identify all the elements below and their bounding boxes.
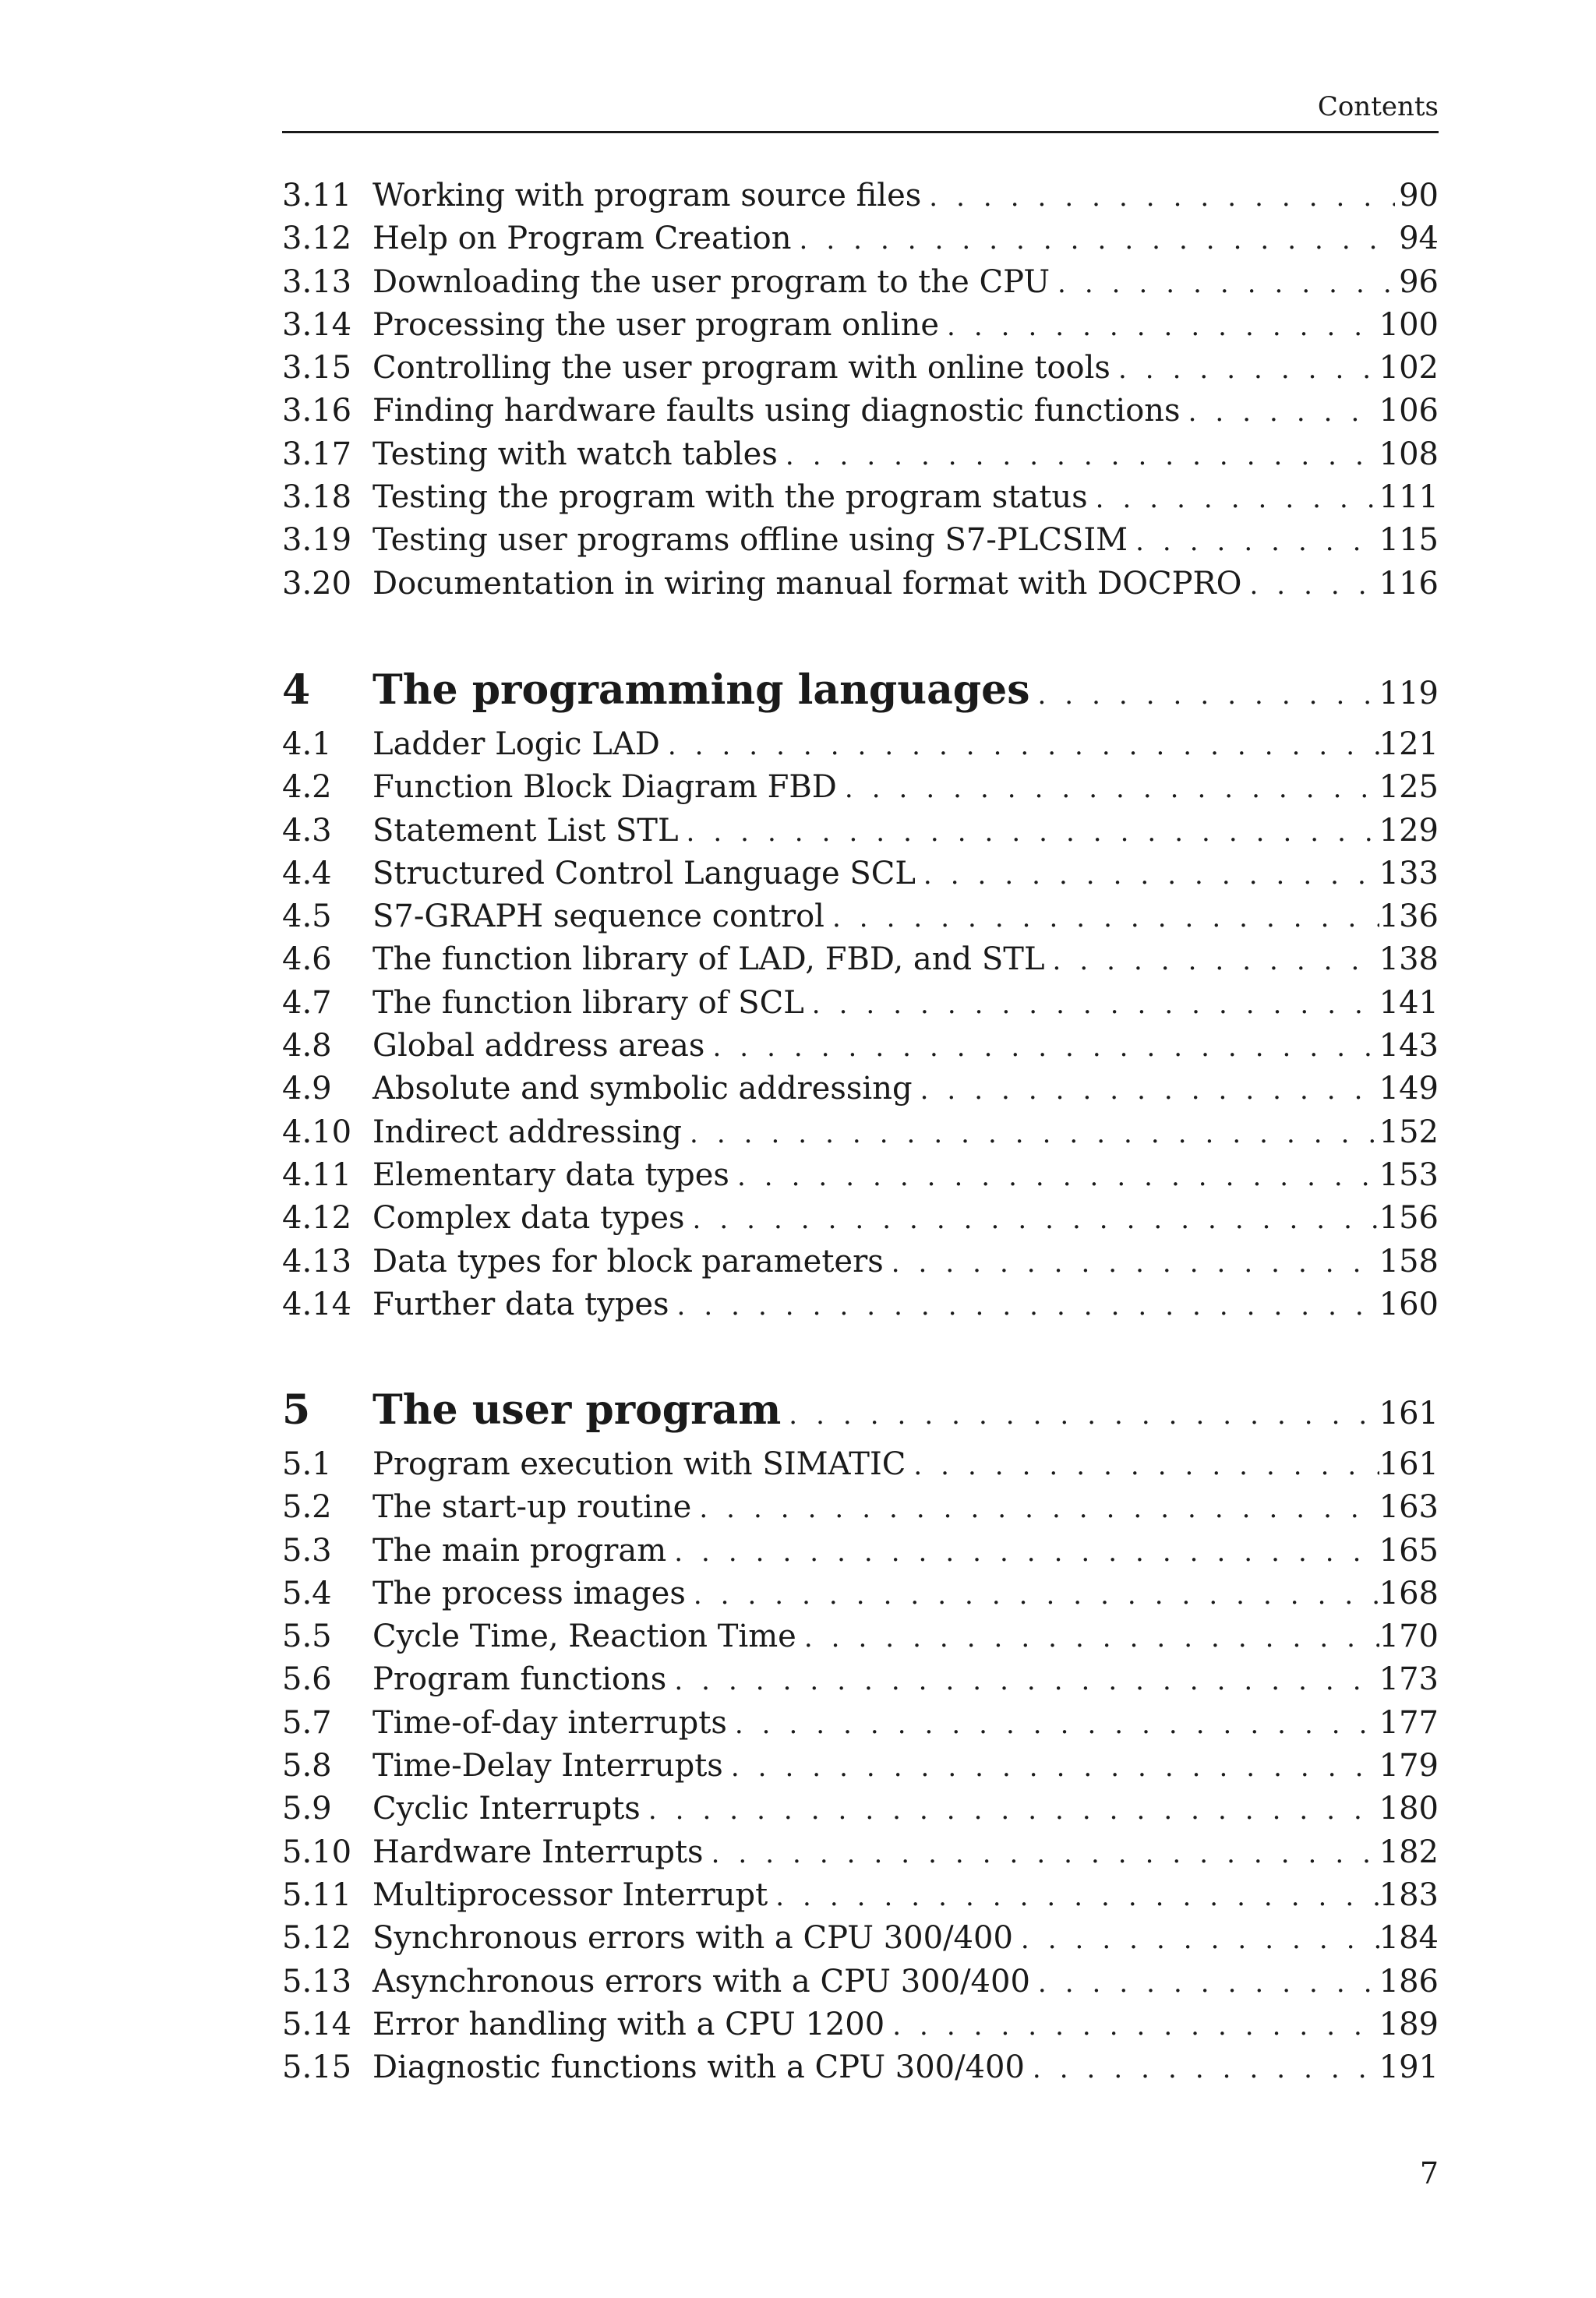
toc-entry[interactable] [282,1241,1439,1283]
section-title: The process images [373,1575,686,1611]
toc-entry[interactable] [282,175,1439,217]
toc-group-chapter-3 [282,175,1439,605]
section-number: 5.4 [282,1575,332,1611]
toc-entry[interactable] [282,1831,1439,1874]
toc-group-chapter-4 [282,723,1439,1326]
dot-leader [913,1445,1379,1486]
section-number: 4.11 [282,1156,352,1193]
section-page-number: 168 [1379,1575,1439,1611]
section-page-number: 94 [1399,221,1439,257]
section-title: Controlling the user program with online tools [373,350,1110,387]
section-number: 5.13 [282,1963,352,2000]
dot-leader [668,725,1379,766]
dot-leader [693,1198,1379,1240]
toc-entry[interactable] [282,766,1439,809]
section-title: The start-up routine [373,1489,692,1526]
chapter-heading-row[interactable] [282,659,1439,722]
section-number: 5.15 [282,2049,352,2086]
toc-entry[interactable] [282,1702,1439,1745]
dot-leader [845,768,1379,809]
dot-leader [832,897,1379,938]
dot-leader [699,1488,1379,1529]
section-page-number: 153 [1379,1156,1439,1193]
dot-leader [1038,1962,1379,2003]
dot-leader [694,1574,1379,1615]
section-title: Asynchronous errors with a CPU 300/400 [373,1963,1030,2000]
section-page-number: 115 [1379,522,1439,559]
section-page-number: 143 [1379,1028,1439,1064]
dot-leader [690,1113,1379,1154]
toc-entry[interactable] [282,1658,1439,1701]
section-number: 3.14 [282,306,352,343]
section-page-number: 100 [1379,306,1439,343]
dot-leader [920,1069,1379,1110]
dot-leader [775,1876,1379,1917]
section-title: Error handling with a CPU 1200 [373,2006,885,2042]
dot-leader [674,1531,1379,1573]
section-page-number: 152 [1379,1114,1439,1150]
dot-leader [1037,664,1379,722]
section-title: Further data types [373,1286,669,1322]
chapter-number: 4 [282,666,311,714]
dot-leader [804,1617,1379,1658]
section-number: 4.5 [282,898,332,935]
section-title: Program functions [373,1661,667,1698]
section-title: Statement List STL [373,812,679,849]
dot-leader [731,1746,1379,1788]
section-title: Structured Control Language SCL [373,855,916,891]
section-title: The function library of LAD, FBD, and STL [373,941,1045,978]
toc-entry[interactable] [282,2003,1439,2046]
toc-entry[interactable] [282,1530,1439,1573]
dot-leader [947,305,1379,347]
chapter-page-number: 161 [1379,1396,1439,1431]
toc-entry[interactable] [282,1745,1439,1788]
dot-leader [687,811,1379,852]
section-page-number: 149 [1379,1071,1439,1107]
dot-leader [711,1833,1379,1874]
section-number: 5.11 [282,1876,352,1913]
section-title: Finding hardware faults using diagnostic functions [373,393,1181,429]
toc-entry[interactable] [282,810,1439,852]
dot-leader [712,1026,1379,1068]
section-page-number: 129 [1379,812,1439,849]
dot-leader [1053,940,1379,981]
section-page-number: 111 [1379,479,1439,516]
section-title: The main program [373,1532,667,1569]
section-page-number: 133 [1379,855,1439,891]
toc-group-chapter-5 [282,1443,1439,2089]
section-number: 5.8 [282,1748,332,1784]
dot-leader [800,219,1395,260]
section-number: 3.19 [282,522,352,559]
section-number: 4.3 [282,812,332,849]
section-page-number: 179 [1379,1748,1439,1784]
section-number: 5.3 [282,1532,332,1569]
section-number: 5.12 [282,1920,352,1957]
toc-entry[interactable] [282,1486,1439,1529]
section-title: Processing the user program online [373,306,940,343]
dot-leader [737,1156,1379,1197]
toc-entry[interactable] [282,390,1439,432]
section-title: Data types for block parameters [373,1243,884,1280]
section-number: 5.9 [282,1791,332,1827]
dot-leader [648,1789,1379,1830]
section-title: Cycle Time, Reaction Time [373,1618,796,1655]
toc-entry[interactable] [282,1961,1439,2003]
section-number: 4.13 [282,1243,352,1280]
toc-entry[interactable] [282,723,1439,766]
section-number: 3.15 [282,350,352,387]
section-page-number: 125 [1379,769,1439,806]
toc-entry[interactable] [282,1197,1439,1240]
chapter-page-number: 119 [1379,676,1439,711]
page-number: 7 [1419,2156,1439,2190]
toc-entry[interactable] [282,261,1439,304]
dot-leader [1188,391,1379,432]
section-number: 4.10 [282,1114,352,1150]
section-title: Elementary data types [373,1156,729,1193]
section-title: Program execution with SIMATIC [373,1446,906,1482]
section-title: Complex data types [373,1200,685,1237]
chapter-title: The user program [373,1386,782,1434]
section-number: 3.16 [282,393,352,429]
section-title: Diagnostic functions with a CPU 300/400 [373,2049,1025,2086]
section-title: Testing with watch tables [373,436,778,472]
section-page-number: 173 [1379,1661,1439,1698]
toc-entry[interactable] [282,1111,1439,1154]
section-number: 5.2 [282,1489,332,1526]
section-title: Help on Program Creation [373,221,792,257]
section-number: 3.20 [282,565,352,602]
section-number: 4.4 [282,855,332,891]
section-page-number: 136 [1379,898,1439,935]
section-page-number: 165 [1379,1532,1439,1569]
section-number: 5.5 [282,1618,332,1655]
dot-leader [1118,348,1379,390]
toc-entry[interactable] [282,1068,1439,1110]
toc-entry[interactable] [282,1788,1439,1830]
toc-entry[interactable] [282,347,1439,390]
toc-entry[interactable] [282,563,1439,605]
toc-chapter-5 [282,1379,1439,1442]
dot-leader [677,1285,1379,1326]
section-title: Testing the program with the program status [373,479,1088,516]
section-number: 4.9 [282,1071,332,1107]
dot-leader [892,1242,1379,1283]
section-number: 5.1 [282,1446,332,1482]
section-title: Absolute and symbolic addressing [373,1071,913,1107]
section-title: Global address areas [373,1028,705,1064]
section-number: 4.8 [282,1028,332,1064]
section-title: Function Block Diagram FBD [373,769,837,806]
section-page-number: 121 [1379,726,1439,762]
toc-entry[interactable] [282,1025,1439,1068]
section-number: 4.1 [282,726,332,762]
section-number: 4.2 [282,769,332,806]
section-page-number: 160 [1379,1286,1439,1322]
running-header-text: Contents [1317,91,1439,122]
section-number: 5.6 [282,1661,332,1698]
chapter-title: The programming languages [373,666,1030,714]
section-page-number: 108 [1379,436,1439,472]
toc-entry[interactable] [282,304,1439,347]
toc-entry[interactable] [282,1615,1439,1658]
section-title: Testing user programs offline using S7-PLCSIM [373,522,1128,559]
toc-entry[interactable] [282,1917,1439,1960]
section-page-number: 191 [1379,2049,1439,2086]
dot-leader [1249,564,1379,605]
section-page-number: 163 [1379,1489,1439,1526]
section-title: Synchronous errors with a CPU 300/400 [373,1920,1013,1957]
dot-leader [892,2005,1379,2046]
section-title: Ladder Logic LAD [373,726,660,762]
section-number: 4.6 [282,941,332,978]
toc-entry[interactable] [282,852,1439,895]
section-number: 3.12 [282,221,352,257]
toc-chapter-4 [282,659,1439,722]
dot-leader [1135,521,1379,562]
section-page-number: 90 [1399,178,1439,214]
dot-leader [1021,1919,1379,1960]
toc-entry[interactable] [282,1443,1439,1486]
section-title: Time-Delay Interrupts [373,1748,723,1784]
dot-leader [735,1703,1379,1745]
section-title: Time-of-day interrupts [373,1704,727,1741]
toc-entry[interactable] [282,895,1439,938]
toc-entry[interactable] [282,1573,1439,1615]
section-number: 4.7 [282,984,332,1021]
section-number: 5.10 [282,1834,352,1870]
toc-entry[interactable] [282,2046,1439,2089]
dot-leader [1096,478,1379,519]
section-page-number: 158 [1379,1243,1439,1280]
section-title: Working with program source files [373,178,922,214]
section-page-number: 141 [1379,984,1439,1021]
toc-entry[interactable] [282,938,1439,981]
running-header [282,87,1439,133]
dot-leader [1058,263,1395,304]
dot-leader [789,1384,1379,1442]
toc-entry[interactable] [282,1874,1439,1917]
section-title: Hardware Interrupts [373,1834,704,1870]
section-title: The function library of SCL [373,984,804,1021]
dot-leader [1033,2048,1379,2089]
section-number: 5.7 [282,1704,332,1741]
section-page-number: 180 [1379,1791,1439,1827]
section-number: 3.18 [282,479,352,516]
toc-entry[interactable] [282,1283,1439,1326]
section-page-number: 182 [1379,1834,1439,1870]
toc-entry[interactable] [282,1154,1439,1197]
dot-leader [929,176,1395,217]
section-page-number: 106 [1379,393,1439,429]
section-number: 3.13 [282,263,352,300]
section-page-number: 184 [1379,1920,1439,1957]
section-page-number: 156 [1379,1200,1439,1237]
section-number: 3.11 [282,178,352,214]
section-page-number: 138 [1379,941,1439,978]
dot-leader [812,983,1379,1025]
toc-entry[interactable] [282,519,1439,562]
section-page-number: 170 [1379,1618,1439,1655]
section-page-number: 161 [1379,1446,1439,1482]
chapter-heading-row[interactable] [282,1379,1439,1442]
dot-leader [786,435,1379,476]
section-title: S7-GRAPH sequence control [373,898,824,935]
section-page-number: 183 [1379,1876,1439,1913]
section-title: Multiprocessor Interrupt [373,1876,768,1913]
section-number: 5.14 [282,2006,352,2042]
toc-entry[interactable] [282,217,1439,260]
section-page-number: 177 [1379,1704,1439,1741]
dot-leader [674,1660,1379,1701]
section-number: 3.17 [282,436,352,472]
section-number: 4.14 [282,1286,352,1322]
section-number: 4.12 [282,1200,352,1237]
toc-entry[interactable] [282,433,1439,476]
section-title: Downloading the user program to the CPU [373,263,1050,300]
section-page-number: 189 [1379,2006,1439,2042]
section-page-number: 186 [1379,1963,1439,2000]
section-page-number: 102 [1379,350,1439,387]
toc-entry[interactable] [282,476,1439,519]
toc-entry[interactable] [282,982,1439,1025]
section-title: Indirect addressing [373,1114,683,1150]
section-title: Documentation in wiring manual format with DOCPRO [373,565,1242,602]
chapter-number: 5 [282,1386,311,1434]
section-title: Cyclic Interrupts [373,1791,641,1827]
section-page-number: 116 [1379,565,1439,602]
dot-leader [923,854,1379,895]
section-page-number: 96 [1399,263,1439,300]
